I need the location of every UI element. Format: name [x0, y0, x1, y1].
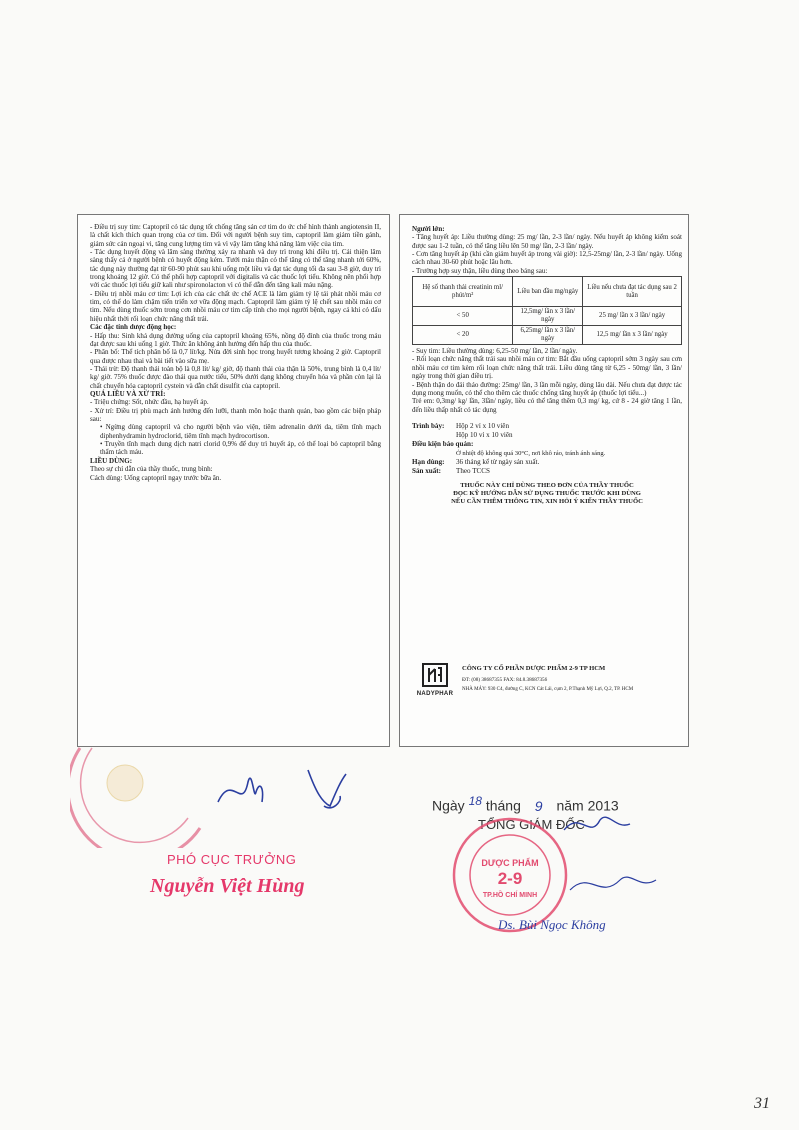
storage-value: Ở nhiệt độ không quá 30°C, nơi khô ráo, tránh ánh sáng.	[456, 449, 606, 457]
table-cell: 6,25mg/ lần x 3 lần/ ngày	[513, 326, 583, 345]
text-paragraph: Trẻ em: 0,3mg/ kg/ lần, 3lần/ ngày, liều có thể tăng thêm 0,3 mg/ kg, cứ 8 - 24 giờ tăng 1 lần, đến liều thấp nhất có tác dụng	[412, 397, 682, 414]
prescription-notice	[412, 482, 682, 507]
text-paragraph: - Tác dụng huyết động và lâm sàng thường xảy ra nhanh và duy trì trong khi điều trị. Cải thiện lâm sàng thấy cả ở người bệnh có huyết động kém. Tưới máu thận có thể tăng có thể tăng nhanh tới 60%, tác dụng này thường đạt từ 60-90 phút sau khi uống một liều và đạt tác dụng tối đa sau 3-8 giờ, duy trì trong khoảng 12 giờ. Có thể phối hợp captopril với digitalis và các thuốc lợi tiểu. Không nên phối hợp với các thuốc lợi tiểu giữ kali như spironolacton vì có thể dẫn đến tăng kali máu nặng.	[90, 248, 381, 290]
logo-text: NADYPHAR	[416, 691, 454, 697]
table-cell: 25 mg/ lần x 3 lần/ ngày	[583, 307, 682, 326]
storage-label: Điều kiện bảo quản:	[412, 439, 474, 448]
table-header-row	[413, 277, 682, 307]
logo-mark-icon	[422, 663, 448, 687]
bullet-item: • Ngừng dùng captopril và cho người bệnh vào viện, tiêm adrenalin dưới da, tiêm tĩnh mạch diphenhydramin hydroclorid, tiêm tĩnh mạch hydrocortison.	[100, 423, 381, 440]
bullet-text: Truyền tĩnh mạch dung dịch natri clorid 0,9% để duy trì huyết áp, có thể loại bỏ captopril bằng thẩm tách máu.	[100, 440, 381, 457]
stamp-line: DƯỢC PHẨM	[481, 858, 539, 868]
section-heading: Các đặc tính dược động học:	[90, 323, 177, 332]
date-month: 9	[534, 797, 543, 814]
date-mid: tháng	[485, 797, 521, 814]
expiry-value: 36 tháng kể từ ngày sản xuất.	[456, 457, 540, 466]
director-signature-icon	[560, 810, 680, 910]
section-heading: QUÁ LIỀU VÀ XỬ TRÍ:	[90, 389, 166, 398]
text-paragraph: - Điều trị nhồi máu cơ tim: Lợi ích của các chất ức chế ACE là làm giảm tỷ lệ tái phát nhồi máu cơ tim, có thể do làm chậm tiến triển xơ vữa động mạch. Captopril làm giảm tỷ lệ chết sau nhồi máu cơ tim. Nếu dùng thuốc sớm trong cơn nhồi máu cơ tim cấp tính cho mọi người bệnh, ngay cả khi có dấu hiệu nhất thời rối loạn chức năng thất trái.	[90, 289, 381, 323]
text-paragraph: - Cơn tăng huyết áp (khi cần giảm huyết áp trong vài giờ): 12,5-25mg/ lần, 2-3 lần/ ngày. Uống cách nhau 30-60 phút hoặc lâu hơn.	[412, 250, 682, 267]
company-footer	[416, 663, 678, 703]
storage-label-row	[412, 440, 682, 449]
text-paragraph: - Điều trị suy tim: Captopril có tác dụng tốt chống tăng sản cơ tim do ức chế hình thành angiotensin II, là chất kích thích quan trọng của cơ tim. Đối với người bệnh suy tim, captopril làm giảm tiền gánh, giảm sức cản ngoại vi, tăng cung lượng tim và vì vậy làm tăng khả năng làm việc của tim.	[90, 223, 381, 248]
table-cell: < 20	[413, 326, 513, 345]
company-address: NHÀ MÁY: 930 C4, đường C, KCN Cát Lái, cụm 2, P.Thạnh Mỹ Lợi, Q.2, TP. HCM	[462, 687, 634, 692]
stamp-city: TP.HỒ CHÍ MINH	[482, 892, 538, 899]
renal-dose-table	[412, 276, 682, 345]
table-row	[413, 326, 682, 345]
left-leaflet-panel	[77, 214, 390, 747]
director-name: Ds. Bùi Ngọc Không	[498, 917, 606, 932]
text-paragraph: - Triệu chứng: Sốt, nhức đầu, hạ huyết áp.	[90, 398, 209, 407]
left-signature-icon	[212, 762, 382, 832]
expiry-label: Hạn dùng:	[412, 457, 445, 466]
table-cell: 12,5mg/ lần x 3 lần/ ngày	[513, 307, 583, 326]
text-paragraph: - Rối loạn chức năng thất trái sau nhồi máu cơ tim: Bắt đầu uống captopril sớm 3 ngày sau cơn nhồi máu cơ tim kèm rối loạn chức năng thất trái. Liều dùng tăng từ 6,25 - 50mg/ lần, 3 lần/ ngày trong thời gian điều trị.	[412, 355, 682, 381]
expiry-row	[412, 458, 682, 467]
bullet-item: • Truyền tĩnh mạch dung dịch natri clorid 0,9% để duy trì huyết áp, có thể loại bỏ captopril bằng thẩm tách máu.	[100, 440, 381, 457]
presentation-row-2	[412, 431, 682, 440]
company-logo	[416, 663, 454, 703]
section-heading: Người lớn:	[412, 225, 445, 233]
left-seal-stamp-icon	[70, 738, 210, 848]
text-paragraph: Theo sự chỉ dẫn của thầy thuốc, trung bình:	[90, 465, 213, 474]
notice-line: THUỐC NÀY CHỈ DÙNG THEO ĐƠN CỦA THẦY THUỐC	[460, 481, 634, 489]
notice-line: NẾU CẦN THÊM THÔNG TIN, XIN HỎI Ý KIẾN THẦY THUỐC	[451, 498, 643, 506]
company-contact: ĐT: (08) 38687355 FAX: 84.8.38687356	[462, 677, 548, 683]
table-row	[413, 307, 682, 326]
vice-director-name: Nguyễn Việt Hùng	[150, 875, 305, 897]
table-header-cell: Liều ban đầu mg/ngày	[513, 277, 583, 307]
presentation-label: Trình bày:	[412, 421, 445, 430]
text-paragraph: Cách dùng: Uống captopril ngay trước bữa ăn.	[90, 473, 222, 482]
notice-line: ĐỌC KỸ HƯỚNG DẪN SỬ DỤNG THUỐC TRƯỚC KHI DÙNG	[453, 490, 641, 498]
storage-value-row	[412, 449, 682, 458]
manufacture-row	[412, 467, 682, 476]
date-suffix: năm 2013	[556, 797, 619, 814]
general-director-title: TỔNG GIÁM ĐỐC	[478, 817, 585, 832]
table-cell: 12,5 mg/ lần x 3 lần/ ngày	[583, 326, 682, 345]
manufacture-value: Theo TCCS	[456, 466, 490, 475]
text-paragraph: - Thải trừ: Độ thanh thải toàn bộ là 0,8 lít/ kg/ giờ, độ thanh thải của thận là 50%, trung bình là 0,4 lít/ kg/ giờ. 75% thuốc được đào thải qua nước tiểu, 50% dưới dạng không chuyển hóa và phần còn lại là chất chuyển hóa captopril cystein và dẫn chất disulfit của captopril.	[90, 364, 381, 390]
text-paragraph: - Suy tim: Liều thường dùng: 6,25-50 mg/ lần, 2 lần/ ngày.	[412, 347, 578, 356]
text-paragraph: - Hấp thu: Sinh khả dụng đường uống của captopril khoảng 65%, nồng độ đỉnh của thuốc trong máu đạt được sau khi uống 1 giờ. Thức ăn không ảnh hưởng đến hấp thu của thuốc.	[90, 331, 381, 348]
stamp-center: 2-9	[497, 869, 523, 888]
vice-director-title: PHÓ CỤC TRƯỞNG	[167, 852, 297, 867]
date-day: 18	[468, 794, 482, 808]
manufacture-label: Sản xuất:	[412, 466, 441, 475]
presentation-value: Hộp 2 vỉ x 10 viên	[456, 421, 510, 430]
table-header-cell: Liều nếu chưa đạt tác dụng sau 2 tuần	[583, 277, 682, 307]
text-paragraph: - Trường hợp suy thận, liều dùng theo bảng sau:	[412, 266, 548, 275]
text-paragraph: - Phân bố: Thể tích phân bố là 0,7 lít/kg. Nửa đời sinh học trong huyết tương khoảng 2 giờ. Captopril qua được nhau thai và bài tiết vào sữa mẹ.	[90, 348, 381, 365]
table-header-cell: Hệ số thanh thải creatinin ml/ phút/m²	[413, 277, 513, 307]
section-heading: LIỀU DÙNG:	[90, 456, 133, 465]
presentation-value: Hộp 10 vỉ x 10 viên	[456, 430, 513, 439]
date-prefix: Ngày	[432, 797, 465, 814]
text-paragraph: - Bệnh thận do đái tháo đường: 25mg/ lần, 3 lần mỗi ngày, dùng lâu dài. Nếu chưa đạt được tác dụng mong muốn, có thể cho thêm các thuốc chống tăng huyết áp (thuốc lợi tiểu...)	[412, 380, 682, 397]
text-paragraph: - Xử trí: Điều trị phù mạch ảnh hưởng đến lưỡi, thanh môn hoặc thanh quản, bao gồm các biện pháp sau:	[90, 406, 381, 424]
presentation-row	[412, 422, 682, 431]
table-cell: < 50	[413, 307, 513, 326]
right-leaflet-panel	[399, 214, 689, 747]
bullet-text: Ngừng dùng captopril và cho người bệnh vào viện, tiêm adrenalin dưới da, tiêm tĩnh mạch diphenhydramin hydroclorid, tiêm tĩnh mạch hydrocortison.	[100, 423, 381, 440]
company-name: CÔNG TY CỔ PHẦN DƯỢC PHẨM 2-9 TP HCM	[462, 665, 606, 672]
text-paragraph: - Tăng huyết áp: Liều thường dùng: 25 mg/ lần, 2-3 lần/ ngày. Nếu huyết áp không kiểm soát được sau 1-2 tuần, có thể tăng liều lên 50 mg/ lần, 2-3 lần/ ngày.	[412, 233, 682, 250]
logo-glyph-icon	[424, 665, 446, 685]
page-number-mark: 31	[754, 1095, 770, 1112]
